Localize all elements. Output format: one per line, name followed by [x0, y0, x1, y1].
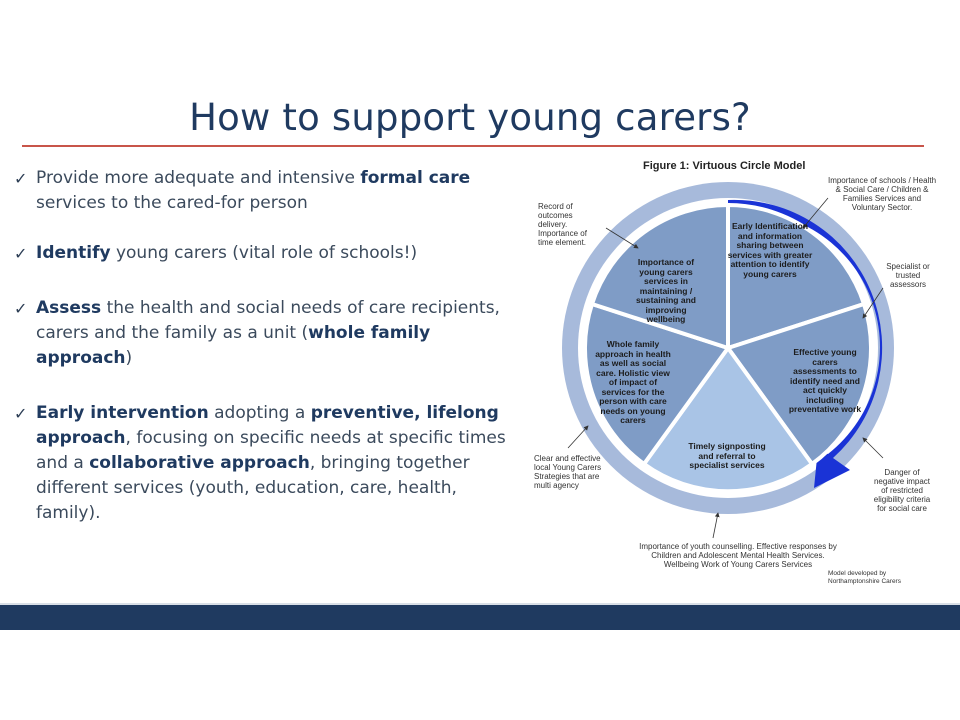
checkmark-icon: ✓: [14, 169, 28, 188]
figure-title: Figure 1: Virtuous Circle Model: [643, 160, 806, 172]
bullet-run: young carers (vital role of schools!): [110, 243, 418, 263]
segment-label-whole-family: Whole family approach in health as well as social care. Holistic view of impact of services for the person with care needs on young carers: [595, 339, 671, 425]
leader-line: [863, 438, 883, 458]
slide-title: How to support young carers?: [189, 96, 751, 139]
bullet-emphasis: collaborative approach: [89, 453, 310, 473]
bullet-text: [36, 403, 506, 523]
note-left-upper: Record of outcomes delivery. Importance of time element.: [538, 202, 587, 247]
note-bottom: Importance of youth counselling. Effective responses by Children and Adolescent Mental Health Services. Wellbeing Work of Young Carers Services: [639, 542, 837, 569]
note-left-lower: Clear and effective local Young Carers Strategies that are multi agency: [534, 454, 602, 490]
bullet-emphasis: formal care: [360, 168, 471, 188]
bullet-emphasis: whole family approach: [36, 323, 431, 368]
bullet-text: [36, 298, 500, 368]
note-top-right: Importance of schools / Health & Social Care / Children & Families Services and Voluntary Sector.: [827, 176, 937, 212]
figure-credit: Model developed by Northamptonshire Carers: [828, 570, 901, 585]
bullet-emphasis: preventive, lifelong approach: [36, 403, 499, 448]
checkmark-icon: ✓: [14, 299, 28, 318]
virtuous-circle-figure: [528, 158, 948, 598]
bullet-emphasis: Assess: [36, 298, 102, 318]
segment-label-early-identification: Early Identification and information sharing between services with greater attention to identify young carers: [727, 221, 813, 279]
bullet-text: [36, 243, 417, 263]
bullet-run: the health and social needs of care recipients, carers and the family as a unit (: [36, 298, 500, 343]
leader-line: [568, 426, 588, 448]
title-underline: [22, 145, 924, 147]
bullet-run: Provide more adequate and intensive: [36, 168, 361, 188]
bullet-run: ): [125, 348, 133, 368]
bullet-item-identify: [14, 241, 514, 266]
note-right-upper: Specialist or trusted assessors: [886, 262, 930, 289]
bullet-item-assess: [14, 296, 514, 371]
bullet-run: services to the cared-for person: [36, 193, 308, 213]
bullet-run: , focusing on specific needs at specific times and a: [36, 428, 506, 473]
bullet-list: [14, 166, 514, 551]
note-right-lower: Danger of negative impact of restricted eligibility criteria for social care: [873, 468, 931, 513]
checkmark-icon: ✓: [14, 404, 28, 423]
checkmark-icon: ✓: [14, 244, 28, 263]
bullet-item-early-intervention: [14, 401, 514, 526]
bullet-run: adopting a: [208, 403, 311, 423]
segment-label-timely-signposting: Timely signposting and referral to specialist services: [688, 441, 766, 470]
bullet-text: [36, 168, 470, 213]
leader-line: [713, 513, 718, 538]
footer-band: [0, 605, 960, 630]
segment-label-wellbeing: Importance of young carers services in maintaining / sustaining and improving wellbeing: [636, 257, 696, 324]
bullet-run: , bringing together different services (youth, education, care, health, family).: [36, 453, 470, 523]
bullet-emphasis: Identify: [36, 243, 111, 263]
segment-label-effective-assessments: Effective young carers assessments to identify need and act quickly including preventative work: [788, 347, 862, 414]
bullet-emphasis: Early intervention: [36, 403, 209, 423]
bullet-item-formal-care: [14, 166, 514, 216]
